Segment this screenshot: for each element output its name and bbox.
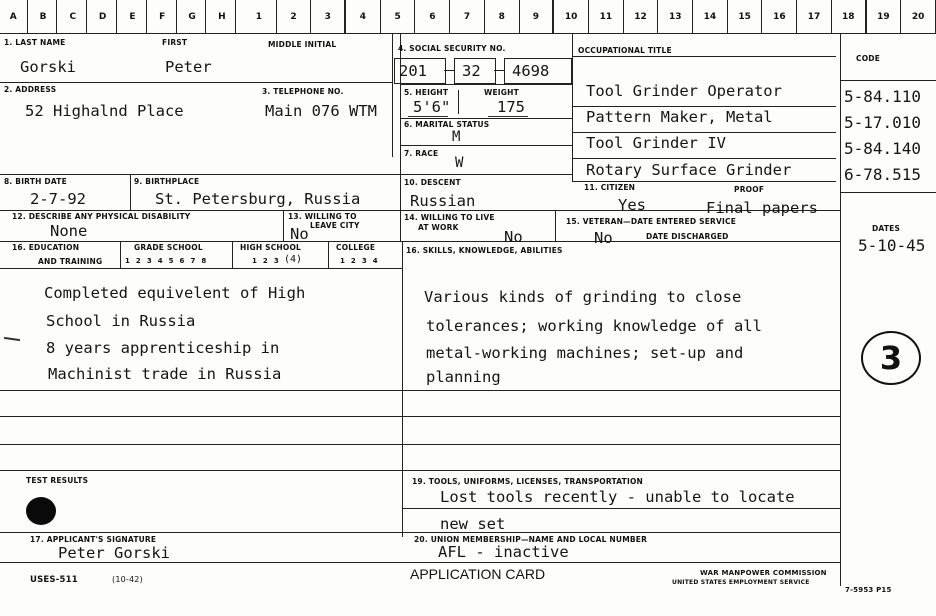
rule [283,210,284,241]
rule [130,174,131,210]
birthplace-label: 9. BIRTHPLACE [134,177,200,186]
citizen-value: Yes [618,196,646,214]
punch-cell-number: 16 [763,0,798,33]
disability-value: None [50,222,88,240]
punch-cell-number: 1 [242,0,277,33]
punch-cell-number: 2 [277,0,312,33]
descent-value: Russian [410,192,476,210]
occupation-code-2: 5-17.010 [844,113,922,132]
education-label-a: 16. EDUCATION [12,243,80,252]
rule [572,132,836,133]
tools-value-line-2: new set [440,515,506,533]
rule [232,241,233,268]
code-label: CODE [856,54,881,63]
education-line: Machinist trade in Russia [48,365,282,383]
education-line: Completed equivelent of High [44,284,306,302]
rule [572,181,836,182]
rule [494,70,504,71]
willing-leave-label-a: 13. WILLING TO [288,212,357,221]
skills-line: planning [426,368,501,386]
punch-cell-number: 9 [520,0,555,33]
grade-school-label: GRADE SCHOOL [134,243,203,252]
rule [572,56,836,57]
birth-date-label: 8. BIRTH DATE [4,177,67,186]
rule [572,106,836,107]
proof-value: Final papers [706,199,818,217]
punch-cell-number: 19 [867,0,902,33]
punch-cell-number: 7 [450,0,485,33]
punch-row-bottom-rule [0,33,936,34]
rule [392,33,393,157]
punch-cell-number: 20 [901,0,936,33]
willing-live-value: No [504,228,523,246]
punch-cell-number: 5 [381,0,416,33]
rule [444,70,454,71]
card-title: APPLICATION CARD [410,566,546,582]
rule [0,210,400,211]
rule [458,90,459,114]
height-label: 5. HEIGHT [404,88,449,97]
race-value: W [455,155,464,171]
punch-cell-letter: B [30,0,58,33]
punch-cell-number: 14 [693,0,728,33]
punch-cell-number: 11 [589,0,624,33]
punch-hole [26,497,56,525]
rule [0,241,840,242]
address-value: 52 Highalnd Place [25,102,184,120]
punch-cell-number: 12 [624,0,659,33]
circled-number [861,331,921,385]
punch-cell-number: 8 [485,0,520,33]
last-name-label: 1. LAST NAME [4,38,66,47]
willing-live-label-a: 14. WILLING TO LIVE [404,213,495,222]
high-school-label: HIGH SCHOOL [240,243,302,252]
willing-leave-value: No [290,225,309,243]
willing-leave-label-b: LEAVE CITY [310,221,360,230]
union-value: AFL - inactive [438,543,569,561]
rule [402,390,840,391]
signature-label: 17. APPLICANT'S SIGNATURE [30,535,157,544]
punch-cell-number: 15 [728,0,763,33]
occupation-title-1: Tool Grinder Operator [586,82,782,100]
form-date: (10-42) [112,575,143,584]
punch-cell-number: 13 [658,0,693,33]
height-value: 5'6" [413,98,451,116]
proof-label: PROOF [734,185,765,194]
punch-cell-letter: G [179,0,207,33]
rule [400,118,572,119]
margin-mark [4,337,20,341]
occupation-code-1: 5-84.110 [844,87,922,106]
descent-label: 10. DESCENT [404,178,461,187]
rule [0,82,392,83]
signature-value: Peter Gorski [58,544,170,562]
skills-label: 16. SKILLS, KNOWLEDGE, ABILITIES [406,246,563,255]
last-name-value: Gorski [20,58,76,76]
ssn-label: 4. SOCIAL SECURITY NO. [398,44,506,53]
punch-cell-number: 10 [554,0,589,33]
tools-value-line-1: Lost tools recently - unable to locate [440,488,795,506]
college-label: COLLEGE [336,243,376,252]
willing-live-label-b: AT WORK [418,223,459,232]
occupation-code-4: 6-78.515 [844,165,922,184]
rule [0,268,402,269]
veteran-value: No [594,229,613,247]
high-school-digits-b: (4) [284,254,303,265]
agency-name: WAR MANPOWER COMMISSION [700,569,827,577]
education-line: School in Russia [46,312,196,330]
grade-school-digits: 1 2 3 4 5 6 7 8 [125,257,209,265]
education-label-b: AND TRAINING [38,257,103,266]
weight-label: WEIGHT [484,88,519,97]
rule [840,80,936,81]
rule [840,33,841,586]
height-underline [408,116,448,117]
citizen-label: 11. CITIZEN [584,183,636,192]
college-digits: 1 2 3 4 [340,257,380,265]
ssn-part-3: 4698 [512,62,550,80]
ssn-part-1: 201 [399,62,427,80]
occupation-title-4: Rotary Surface Grinder [586,161,792,179]
rule [0,444,840,445]
rule [0,416,840,417]
rule [0,532,840,533]
union-label: 20. UNION MEMBERSHIP—NAME AND LOCAL NUMBER [414,535,648,544]
print-code: 7-5953 P15 [845,586,892,594]
middle-initial-label: MIDDLE INITIAL [268,40,337,49]
rule [555,210,556,241]
first-name-value: Peter [165,58,212,76]
ssn-part-2: 32 [462,62,481,80]
punch-cell-letter: F [149,0,177,33]
birth-date-value: 2-7-92 [30,190,86,208]
telephone-value: Main 076 WTM [265,102,377,120]
rule [0,470,840,471]
race-label: 7. RACE [404,149,439,158]
veteran-label-b: DATE DISCHARGED [646,232,729,241]
rule [400,84,572,85]
birthplace-value: St. Petersburg, Russia [155,190,361,208]
punch-cell-letter: A [0,0,28,33]
occupation-title-3: Tool Grinder IV [586,134,726,152]
high-school-digits-a: 1 2 3 [252,257,281,265]
circled-number-value: 3 [879,339,903,377]
test-results-label: TEST RESULTS [26,476,89,485]
punch-cell-letter: D [89,0,117,33]
punch-cell-number: 3 [311,0,346,33]
occupation-code-3: 5-84.140 [844,139,922,158]
punch-cell-letter: H [209,0,237,33]
occupation-title-2: Pattern Maker, Metal [586,108,773,126]
date-entry-value: 5-10-45 [858,236,926,255]
rule [402,508,840,509]
rule [120,241,121,268]
rule [0,174,400,175]
punch-cell-number: 18 [832,0,867,33]
occupational-title-label: OCCUPATIONAL TITLE [578,46,672,55]
punch-cell-number: 6 [416,0,451,33]
punch-cell-number: 17 [797,0,832,33]
rule [572,158,836,159]
tools-label: 19. TOOLS, UNIFORMS, LICENSES, TRANSPORTATION [412,477,644,486]
punch-cell-letter: C [60,0,88,33]
rule [840,192,936,193]
marital-status-label: 6. MARITAL STATUS [404,120,490,129]
punch-cell-letter: E [119,0,147,33]
agency-subname: UNITED STATES EMPLOYMENT SERVICE [672,579,810,586]
address-label: 2. ADDRESS [4,85,57,94]
rule [402,241,403,537]
veteran-label-a: 15. VETERAN—DATE ENTERED SERVICE [566,217,737,226]
rule [328,241,329,268]
skills-line: Various kinds of grinding to close [424,288,742,306]
rule [0,390,402,391]
weight-underline [488,116,528,117]
disability-label: 12. DESCRIBE ANY PHYSICAL DISABILITY [12,212,191,221]
weight-value: 175 [497,98,525,116]
education-line: 8 years apprenticeship in [46,339,280,357]
dates-label: DATES [872,224,901,233]
skills-line: tolerances; working knowledge of all [426,317,762,335]
marital-status-value: M [452,129,461,145]
rule [400,174,572,175]
punch-cell-number: 4 [346,0,381,33]
telephone-label: 3. TELEPHONE NO. [262,87,344,96]
form-number: USES-511 [30,575,78,585]
skills-line: metal-working machines; set-up and [426,344,744,362]
rule [400,145,572,146]
first-name-label: FIRST [162,38,188,47]
rule [0,562,840,563]
